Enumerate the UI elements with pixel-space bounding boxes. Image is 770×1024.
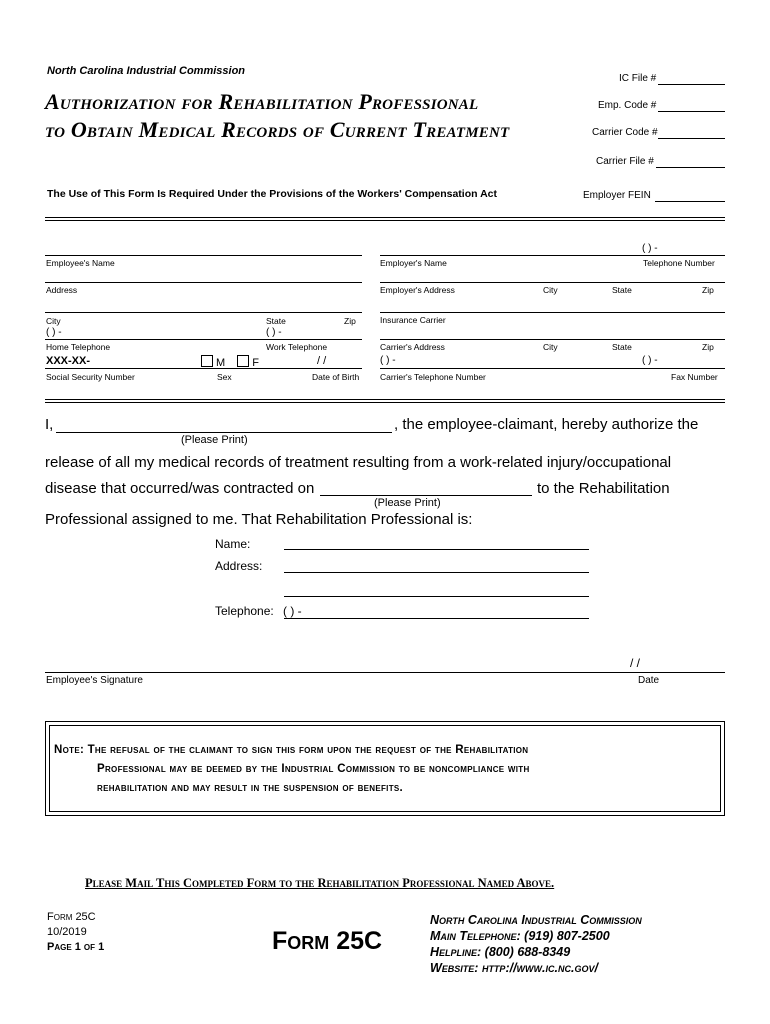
sex-label: Sex [217, 372, 232, 382]
carrier-phone-fax-field[interactable] [380, 368, 725, 369]
auth-i: I, [45, 416, 54, 433]
mail-instruction: Please Mail This Completed Form to the Rehabilitation Professional Named Above. [85, 876, 555, 890]
employer-fein-field[interactable] [655, 201, 725, 202]
footer-agency: North Carolina Industrial Commission [430, 913, 642, 927]
ssn-label: Social Security Number [46, 372, 135, 382]
carrier-zip-label: Zip [702, 342, 714, 352]
rp-telephone-label: Telephone: [215, 604, 274, 618]
employer-address-label: Employer's Address [380, 285, 455, 295]
employee-state-label: State [266, 316, 286, 326]
employee-name-field[interactable] [45, 255, 362, 256]
insurance-carrier-field[interactable] [380, 312, 725, 313]
carrier-telephone-label: Carrier's Telephone Number [380, 372, 486, 382]
form-revision: 10/2019 [47, 926, 87, 938]
auth-text-line4: Professional assigned to me. That Rehabilitation Professional is: [45, 511, 473, 528]
ssn-value: XXX-XX- [46, 355, 91, 367]
footer-website[interactable]: Website: http://www.ic.nc.gov/ [430, 961, 598, 975]
carrier-file-label: Carrier File # [596, 156, 654, 167]
carrier-address-field[interactable] [380, 339, 725, 340]
auth-text-line1: , the employee-claimant, hereby authorize the [394, 416, 699, 433]
page-number: Page 1 of 1 [47, 941, 105, 953]
employer-address-field[interactable] [380, 282, 725, 283]
employee-name-label: Employee's Name [46, 258, 115, 268]
rp-name-label: Name: [215, 537, 251, 551]
sex-female-checkbox[interactable] [237, 355, 249, 367]
employer-name-label: Employer's Name [380, 258, 447, 268]
sex-male-checkbox[interactable] [201, 355, 213, 367]
rp-address-field-1[interactable] [284, 572, 589, 573]
employee-city-label: City [46, 316, 61, 326]
home-telephone-label: Home Telephone [46, 342, 111, 352]
note-line1: Note: The refusal of the claimant to sign this form upon the request of the Rehabilitation [54, 744, 529, 756]
header-divider [45, 217, 725, 218]
sex-male-label: M [216, 357, 226, 369]
sex-female-label: F [252, 357, 260, 369]
rp-address-label: Address: [215, 559, 263, 573]
work-telephone-label: Work Telephone [266, 342, 328, 352]
employee-signature-label: Employee's Signature [46, 675, 143, 686]
dob-label: Date of Birth [312, 372, 360, 382]
carrier-phone-value: ( ) - [380, 355, 396, 366]
ic-file-label: IC File # [619, 73, 657, 84]
home-phone-value: ( ) - [46, 327, 62, 338]
carrier-address-label: Carrier's Address [380, 342, 445, 352]
employee-city-field[interactable] [45, 312, 362, 313]
carrier-file-field[interactable] [656, 167, 725, 168]
agency-name: North Carolina Industrial Commission [47, 65, 246, 77]
employer-name-field[interactable] [380, 255, 725, 256]
note-line2: Professional may be deemed by the Industrial Commission to be noncompliance with [97, 763, 530, 775]
carrier-city-label: City [543, 342, 558, 352]
footer-main-telephone: Main Telephone: (919) 807-2500 [430, 929, 610, 943]
date-label: Date [638, 675, 660, 686]
please-print-hint-2: (Please Print) [374, 497, 441, 509]
rp-name-field[interactable] [284, 549, 589, 550]
section-divider [45, 399, 725, 400]
form-title-line1: Authorization for Rehabilitation Professional [45, 89, 479, 114]
signature-date-value: / / [630, 656, 641, 670]
rp-telephone-field[interactable] [284, 618, 589, 619]
carrier-code-field[interactable] [658, 138, 725, 139]
rp-telephone-value: ( ) - [283, 604, 302, 618]
home-work-telephone-field[interactable] [45, 339, 362, 340]
employer-state-label: State [612, 285, 632, 295]
injury-date-field[interactable] [320, 495, 532, 496]
employee-zip-label: Zip [344, 316, 356, 326]
form-title-line2: to Obtain Medical Records of Current Treatment [45, 117, 510, 142]
dob-value: / / [317, 355, 327, 367]
employer-phone-value: ( ) - [642, 243, 658, 254]
employer-city-label: City [543, 285, 558, 295]
auth-text-line3b: to the Rehabilitation [537, 480, 670, 497]
fax-number-label: Fax Number [671, 372, 718, 382]
form-number-large: Form 25C [272, 927, 383, 955]
emp-code-field[interactable] [658, 111, 725, 112]
address-label: Address [46, 285, 78, 295]
sex-options [201, 355, 259, 369]
emp-code-label: Emp. Code # [598, 100, 657, 111]
carrier-state-label: State [612, 342, 632, 352]
ic-file-field[interactable] [658, 84, 725, 85]
footer-helpline: Helpline: (800) 688-8349 [430, 945, 571, 959]
note-line3: rehabilitation and may result in the suspension of benefits. [97, 782, 404, 794]
telephone-number-label: Telephone Number [643, 258, 715, 268]
employee-print-name-field[interactable] [56, 432, 392, 433]
auth-text-line2: release of all my medical records of treatment resulting from a work-related injury/occupational [45, 454, 672, 471]
form-id: Form 25C [47, 911, 96, 923]
auth-text-line3a: disease that occurred/was contracted on [45, 480, 315, 497]
ssn-sex-dob-field[interactable] [45, 368, 362, 369]
insurance-carrier-label: Insurance Carrier [380, 315, 446, 325]
carrier-code-label: Carrier Code # [592, 127, 658, 138]
fax-value: ( ) - [642, 355, 658, 366]
employer-zip-label: Zip [702, 285, 714, 295]
header-divider-double [45, 220, 725, 221]
please-print-hint-1: (Please Print) [181, 434, 248, 446]
work-phone-value: ( ) - [266, 327, 282, 338]
form-subtitle: The Use of This Form Is Required Under the Provisions of the Workers' Compensation Act [47, 188, 497, 200]
address-field[interactable] [45, 282, 362, 283]
rp-address-field-2[interactable] [284, 596, 589, 597]
signature-field[interactable] [45, 672, 725, 673]
section-divider-double [45, 402, 725, 403]
employer-fein-label: Employer FEIN [583, 190, 651, 201]
